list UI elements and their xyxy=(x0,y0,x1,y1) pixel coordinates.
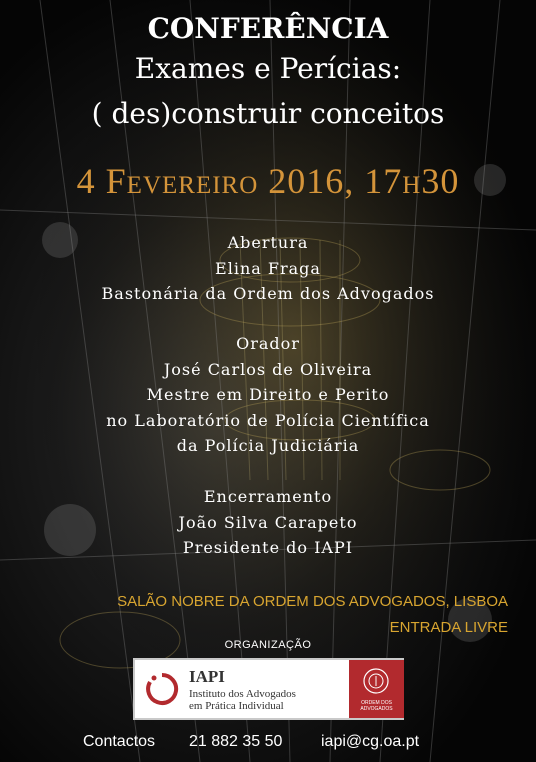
oa-logo-text: ORDEM DOS ADVOGADOS xyxy=(360,700,393,712)
title-line-1: Exames e Perícias: xyxy=(134,52,402,85)
closing-heading: Encerramento xyxy=(203,487,333,506)
seal-icon xyxy=(362,667,390,695)
closing-section xyxy=(0,484,536,561)
ordem-advogados-panel xyxy=(349,660,404,718)
speaker-heading: Orador xyxy=(236,334,300,353)
event-date: 4 Fevereiro 2016, 17h30 xyxy=(76,161,460,201)
venue-location: SALÃO NOBRE DA ORDEM DOS ADVOGADOS, LISBOA xyxy=(117,593,508,610)
speaker-section xyxy=(0,331,536,459)
contact-phone: 21 882 35 50 xyxy=(189,733,283,750)
iapi-logo xyxy=(133,658,404,720)
conference-label: CONFERÊNCIA xyxy=(147,12,389,45)
logo-name: IAPI xyxy=(189,667,225,686)
admission-info: ENTRADA LIVRE xyxy=(389,619,508,636)
speaker-name: José Carlos de Oliveira xyxy=(163,359,373,379)
title-line-2: ( des)construir conceitos xyxy=(91,97,445,130)
contact-email: iapi@cg.oa.pt xyxy=(321,733,420,750)
organization-label: ORGANIZAÇÃO xyxy=(224,639,312,651)
closing-role: Presidente do IAPI xyxy=(182,538,354,557)
logo-subtitle-line-2: em Prática Individual xyxy=(189,700,284,712)
opening-section xyxy=(0,230,536,307)
speaker-role-2: no Laboratório de Polícia Científica xyxy=(106,410,430,430)
iapi-ring-icon xyxy=(145,672,179,706)
closing-name: João Silva Carapeto xyxy=(178,512,358,532)
speaker-role-3: da Polícia Judiciária xyxy=(176,436,360,455)
logo-subtitle xyxy=(189,688,296,712)
contacts-label: Contactos xyxy=(83,733,156,750)
opening-heading: Abertura xyxy=(227,233,309,252)
speaker-role-1: Mestre em Direito e Perito xyxy=(146,385,390,404)
opening-name: Elina Fraga xyxy=(215,258,321,278)
opening-role: Bastonária da Ordem dos Advogados xyxy=(101,284,435,303)
logo-subtitle-line-1: Instituto dos Advogados xyxy=(189,688,296,700)
